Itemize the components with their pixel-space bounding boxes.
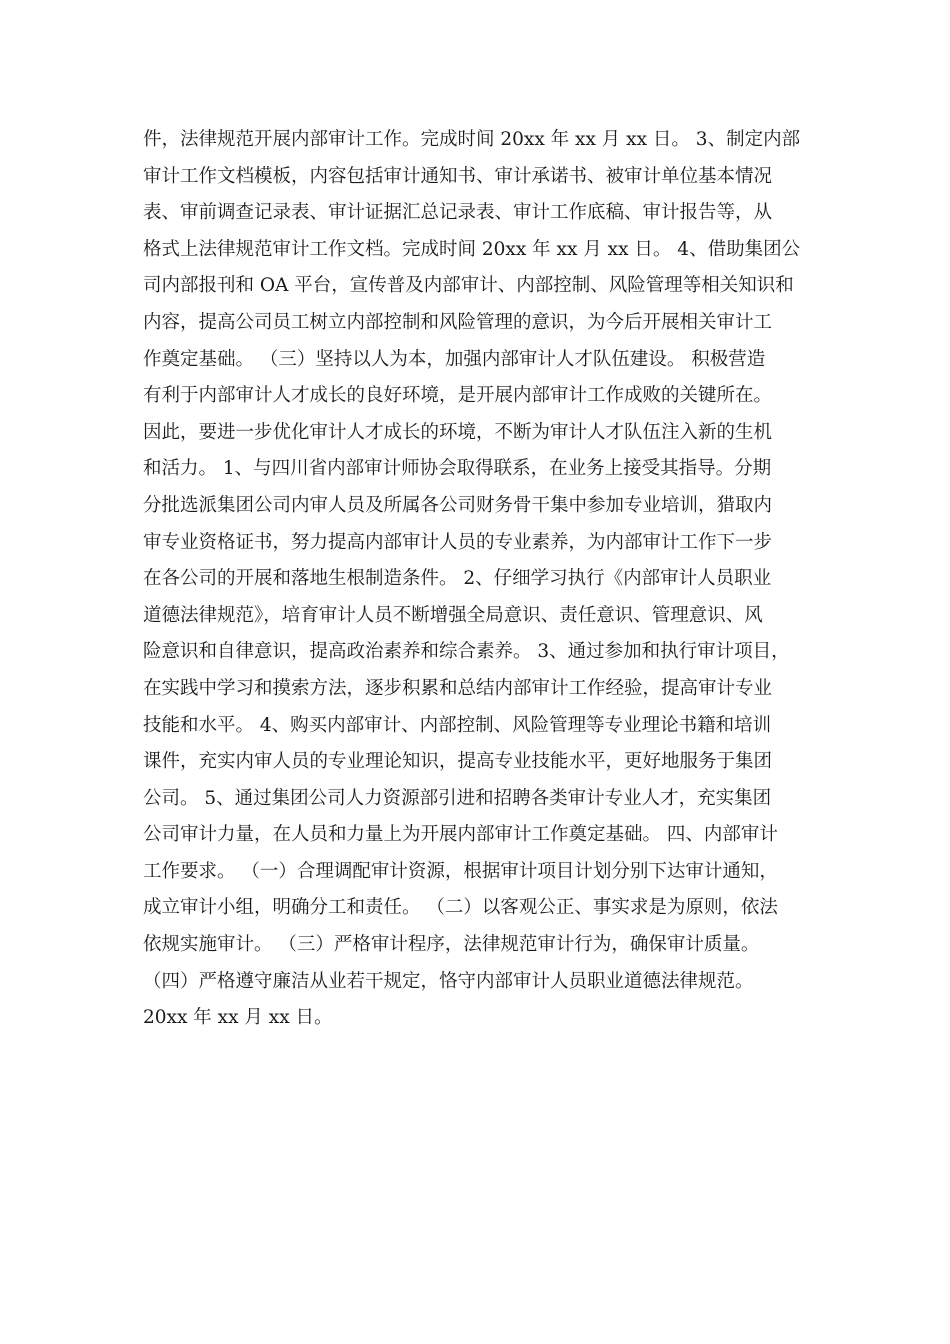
text-line: 公司审计力量，在人员和力量上为开展内部审计工作奠定基础。 四、内部审计 [143,824,778,846]
text-line: 内容，提高公司员工树立内部控制和风险管理的意识，为今后开展相关审计工 [143,311,773,333]
text-line: 技能和水平。 4、购买内部审计、内部控制、风险管理等专业理论书籍和培训 [143,714,772,736]
text-line: 司内部报刊和 OA 平台，宣传普及内部审计、内部控制、风险管理等相关知识和 [143,275,794,297]
text-line: 分批选派集团公司内审人员及所属各公司财务骨干集中参加专业培训，猎取内 [143,494,773,516]
text-line: 依规实施审计。 （三）严格审计程序，法律规范审计行为，确保审计质量。 [143,934,760,956]
text-line: 审专业资格证书，努力提高内部审计人员的专业素养，为内部审计工作下一步 [143,531,773,553]
text-line: 公司。 5、通过集团公司人力资源部引进和招聘各类审计专业人才，充实集团 [143,787,772,809]
text-line: 在实践中学习和摸索方法，逐步积累和总结内部审计工作经验，提高审计专业 [143,677,773,699]
text-line: 课件，充实内审人员的专业理论知识，提高专业技能水平，更好地服务于集团 [143,751,773,773]
text-line: （四）严格遵守廉洁从业若干规定，恪守内部审计人员职业道德法律规范。 [143,970,754,992]
text-line: 险意识和自律意识，提高政治素养和综合素养。 3、通过参加和执行审计项目， [143,641,790,663]
text-line: 因此，要进一步优化审计人才成长的环境，不断为审计人才队伍注入新的生机 [143,421,773,443]
text-line: 成立审计小组，明确分工和责任。 （二）以客观公正、事实求是为原则，依法 [143,897,778,919]
body-text [143,122,823,1037]
text-line: 审计工作文档模板，内容包括审计通知书、审计承诺书、被审计单位基本情况 [143,165,773,187]
text-line: 有利于内部审计人才成长的良好环境，是开展内部审计工作成败的关键所在。 [143,385,773,407]
text-line: 作奠定基础。 （三）坚持以人为本，加强内部审计人才队伍建设。 积极营造 [143,348,766,370]
text-line: 工作要求。 （一）合理调配审计资源，根据审计项目计划分别下达审计通知， [143,860,778,882]
text-line: 表、审前调查记录表、审计证据汇总记录表、审计工作底稿、审计报告等，从 [143,202,773,224]
text-line: 道德法律规范》，培育审计人员不断增强全局意识、责任意识、管理意识、风 [143,604,763,626]
text-line: 和活力。 1、与四川省内部审计师协会取得联系，在业务上接受其指导。分期 [143,458,772,480]
text-line: 在各公司的开展和落地生根制造条件。 2、仔细学习执行《内部审计人员职业 [143,568,772,590]
text-line: 格式上法律规范审计工作文档。完成时间 20xx 年 xx 月 xx 日。 4、借助集团公 [143,238,801,260]
text-line: 件，法律规范开展内部审计工作。完成时间 20xx 年 xx 月 xx 日。 3、制定内部 [143,129,801,150]
date-line: 20xx 年 xx 月 xx 日。 [143,1007,333,1029]
